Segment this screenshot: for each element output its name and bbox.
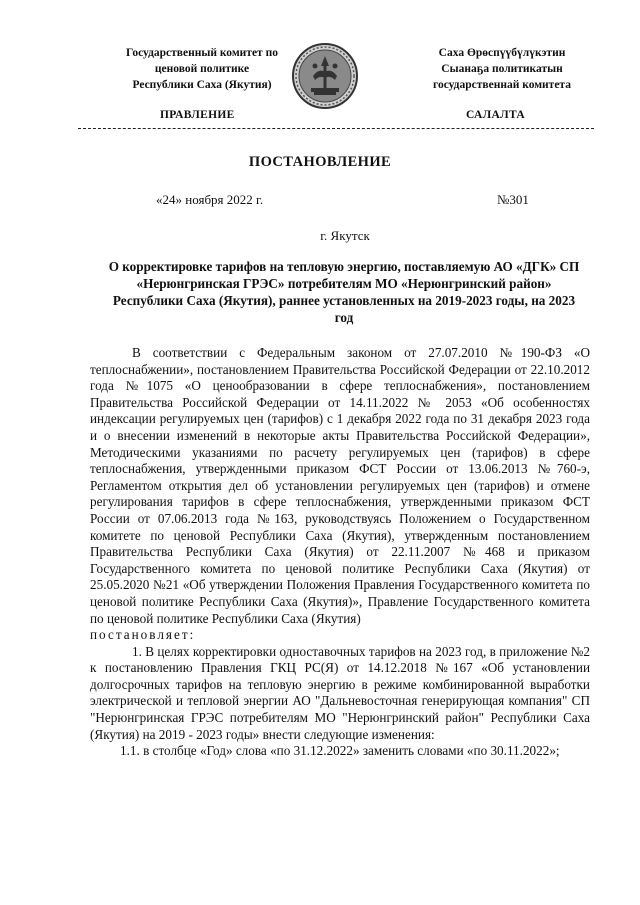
header-right-authority bbox=[392, 45, 612, 93]
header-left-line: ценовой политике bbox=[154, 63, 250, 75]
item-1-1-paragraph bbox=[90, 743, 590, 760]
document-date: «24» ноября 2022 г. bbox=[156, 192, 264, 207]
header-right-line: Саха Өрөспүүбүлүкэтин bbox=[438, 47, 566, 59]
preamble-paragraph bbox=[90, 345, 590, 627]
sakha-coat-of-arms-icon bbox=[291, 42, 359, 110]
document-subject: О корректировке тарифов на тепловую энергию, поставляемую АО «ДГК» СП «Нерюнгринская ГРЭС» потребителям МО «Нерюнгринский район» Республики Саха (Якутия), раннее установленных на 2019-2023 годы, на 2023 год bbox=[108, 259, 580, 325]
document-city: г. Якутск bbox=[320, 228, 370, 243]
document-number: №301 bbox=[497, 192, 529, 207]
item-1-text: 1. В целях корректировки одноставочных тарифов на 2023 год, в приложение №2 к постановлению Правления ГКЦ РС(Я) от 14.12.2018 №167 «Об установлении долгосрочных тарифов на тепловую энергию в режиме комбинированной выработки электрической и тепловой энергии АО "Дальневосточная генерирующая компания" СП "Нерюнгринская ГРЭС потребителям МО "Нерюнгринский район" Республики Саха (Якутия) на 2019 - 2023 годы» внести следующие изменения: bbox=[90, 643, 590, 742]
header-left-line: Государственный комитет по bbox=[126, 47, 278, 59]
item-1-paragraph bbox=[90, 644, 590, 744]
decree-word: постановляет: bbox=[90, 627, 196, 643]
decree-paragraph bbox=[90, 627, 590, 644]
header-left-line: Республики Саха (Якутия) bbox=[132, 79, 272, 91]
document-body bbox=[90, 345, 590, 760]
document-title: ПОСТАНОВЛЕНИЕ bbox=[248, 154, 392, 170]
header-divider bbox=[78, 128, 594, 129]
header-left-board: ПРАВЛЕНИЕ bbox=[160, 109, 235, 121]
item-1-1-text: 1.1. в столбце «Год» слова «по 31.12.2022» заменить словами «по 30.11.2022»; bbox=[120, 743, 560, 759]
preamble-text: В соответствии с Федеральным законом от 27.07.2010 №190-ФЗ «О теплоснабжении», постановлением Правительства Российской Федерации от 22.10.2012 года №1075 «О ценообразовании в сфере теплоснабжения», постановлением Правительства Российской Федерации от 14.11.2022 № 2053 «Об особенностях индексации регулируемых цен (тарифов) с 1 декабря 2022 года по 31 декабря 2023 года и о внесении изменений в некоторые акты Правительства Российской Федерации», Методическими указаниями по расчету регулируемых цен (тарифов) в сфере теплоснабжения, утвержденными приказом ФСТ России от 13.06.2013 №760-э, Регламентом открытия дел об установлении регулируемых цен (тарифов) и отмене регулирования тарифов в сфере теплоснабжения, утвержденными приказом ФСТ России от 07.06.2013 года №163, руководствуясь Положением о Государственном комитете по ценовой Республики Саха (Якутия), утвержденным постановлением Правительства Республики Саха (Якутия) от 22.11.2007 №468 и приказом Государственного комитета по ценовой политике Республики Саха (Якутия) от 25.05.2020 №21 «Об утверждении Положения Правления Государственного комитета по ценовой политике Республики Саха (Якутия)», Правление Государственного комитета по ценовой политике Республики Саха (Якутия) bbox=[90, 345, 590, 626]
header-right-board: САЛАЛТА bbox=[466, 109, 525, 121]
header-right-line: Сыанаҕа политикатын bbox=[441, 63, 563, 75]
header-right-line: государственнай комитета bbox=[433, 79, 571, 91]
header-left-authority bbox=[92, 45, 312, 93]
